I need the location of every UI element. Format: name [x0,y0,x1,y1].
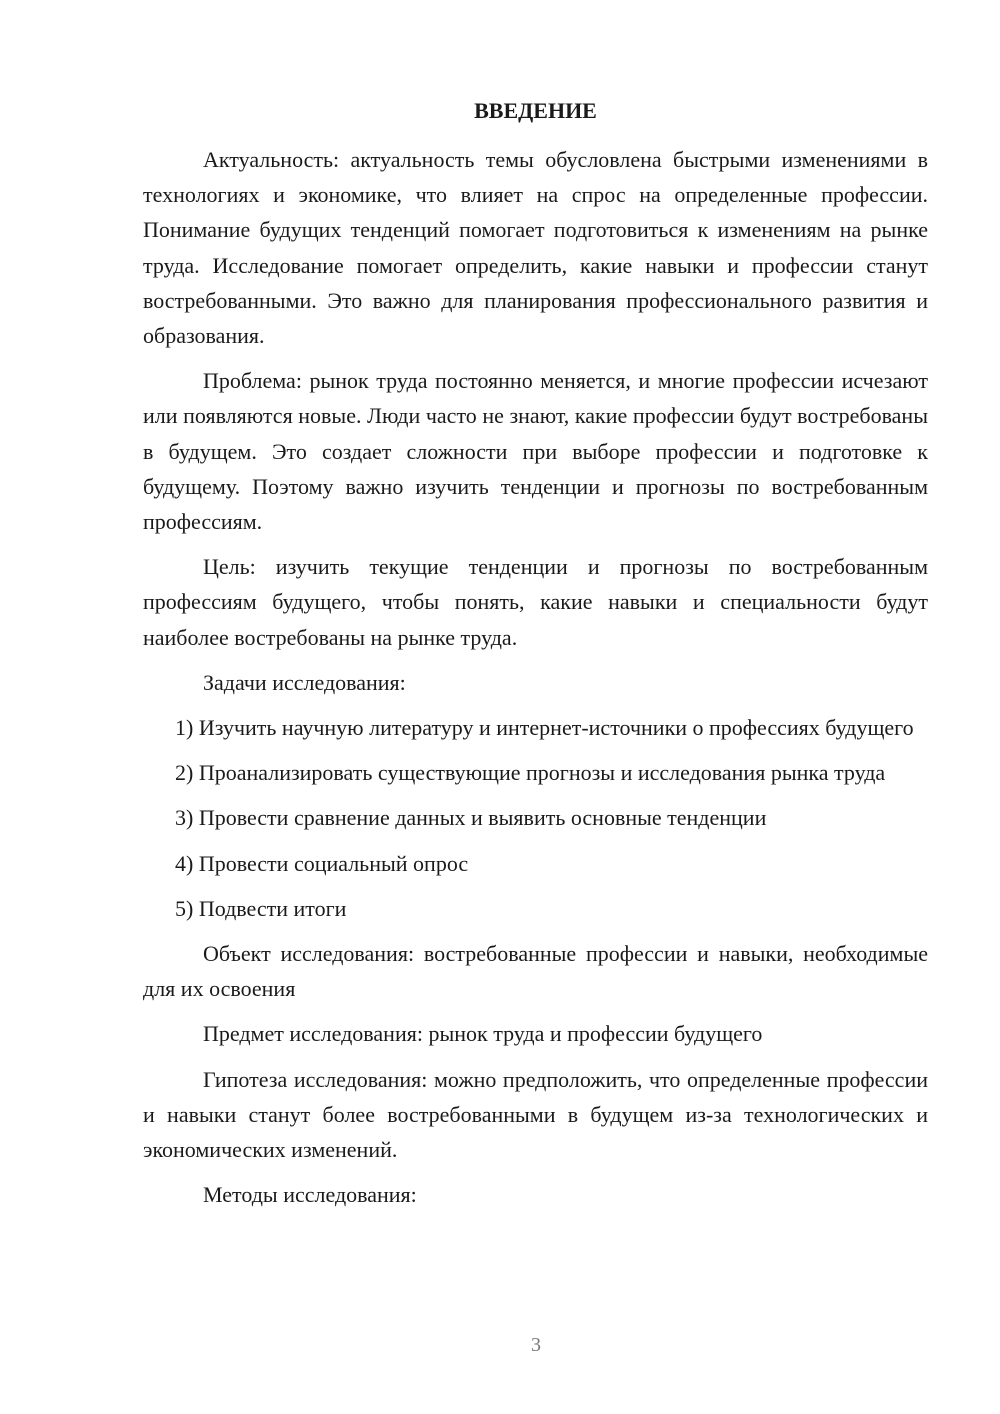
task-item-5: 5) Подвести итоги [175,895,347,921]
task-item-3: 3) Провести сравнение данных и выявить основные тенденции [175,805,767,831]
goal-paragraph: Цель: изучить текущие тенденции и прогнозы по востребованным профессиям будущего, чтобы понять, какие навыки и специальности будут наиболее востребованы на рынке труда. [143,554,928,650]
subject-paragraph: Предмет исследования: рынок труда и профессии будущего [203,1021,763,1047]
task-item-4: 4) Провести социальный опрос [175,850,469,876]
object-paragraph: Объект исследования: востребованные профессии и навыки, необходимые для их освоения [143,941,928,1002]
relevance-paragraph: Актуальность: актуальность темы обусловлена быстрыми изменениями в технологиях и экономике, что влияет на спрос на определенные профессии. Понимание будущих тенденций помогает подготовиться к изменениям на рынке труда. Исследование помогает определить, какие навыки и профессии станут востребованными. Это важно для планирования профессионального развития и образования. [143,147,928,349]
document-body [143,142,928,1222]
problem-paragraph: Проблема: рынок труда постоянно меняется, и многие профессии исчезают или появляются новые. Люди часто не знают, какие профессии будут востребованы в будущем. Это создает сложности при выборе профессии и подготовке к будущему. Поэтому важно изучить тенденции и прогнозы по востребованным профессиям. [143,368,928,535]
task-item-2: 2) Проанализировать существующие прогнозы и исследования рынка труда [175,760,886,786]
page-number: 3 [531,1334,541,1356]
tasks-heading: Задачи исследования: [203,669,406,695]
page-title: ВВЕДЕНИЕ [474,98,597,123]
methods-heading: Методы исследования: [203,1182,417,1208]
task-item-1: 1) Изучить научную литературу и интернет-источники о профессиях будущего [175,715,914,741]
hypothesis-paragraph: Гипотеза исследования: можно предположить, что определенные профессии и навыки станут более востребованными в будущем из-за технологических и экономических изменений. [143,1066,928,1163]
